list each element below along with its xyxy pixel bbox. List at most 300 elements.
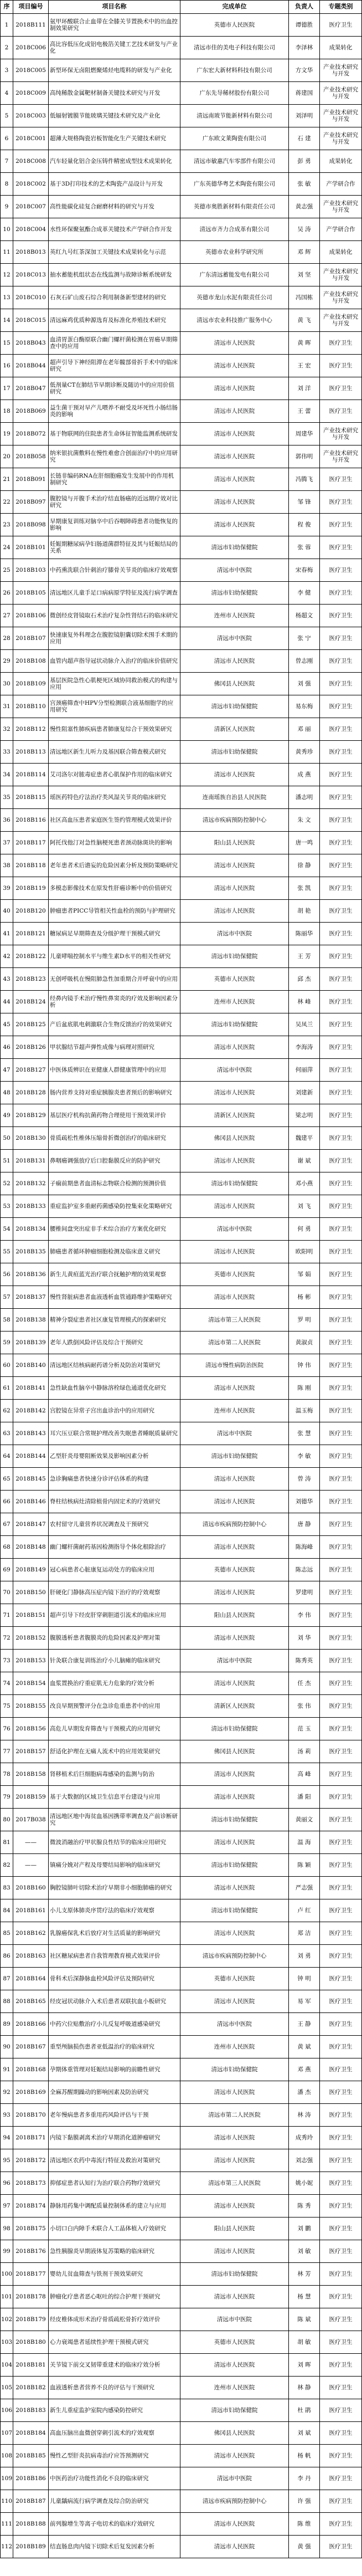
project-name: 静脉用药集中调配质量控制体系的建立与应用 [50, 2202, 166, 2209]
project-leader: 黄 飞 [297, 316, 311, 324]
completing-unit: 清远市人民医院 [214, 1793, 255, 1800]
project-category: 医疗卫生 [329, 1657, 353, 1664]
row-number-cell [0, 1104, 13, 1126]
project-code: 2018B184 [15, 2429, 46, 2436]
project-leader: 吴 涛 [297, 226, 311, 233]
project-leader: 徐 静 [297, 862, 311, 869]
project-leader-cell [289, 1195, 320, 1217]
table-row [0, 1786, 362, 1809]
completing-unit: 广东欧文莱陶瓷有限公司 [202, 135, 267, 142]
row-number: 17 [3, 385, 11, 392]
project-leader-cell [289, 809, 320, 831]
project-code: 2018B176 [15, 2247, 46, 2255]
completing-unit-cell [180, 37, 289, 59]
project-category: 产业技术研究与开发 [323, 109, 358, 122]
row-number: 8 [4, 180, 9, 187]
project-category: 医疗卫生 [329, 952, 353, 960]
project-category: 医疗卫生 [329, 998, 353, 1005]
project-category-cell [320, 582, 362, 604]
project-code-cell [13, 1172, 49, 1195]
header-completing-unit-label: 完成单位 [222, 3, 247, 11]
project-code: 2018B136 [15, 1271, 46, 1278]
project-code: 2018B188 [15, 2520, 46, 2527]
row-number: 84 [3, 1907, 11, 1914]
project-code: 2018C009 [15, 89, 46, 96]
row-number-cell [0, 2013, 13, 2035]
project-name: 超声引导下神经阻滞在老年髋部骨折手术中的临床研究 [50, 359, 178, 372]
project-code: 2018B127 [15, 1066, 46, 1073]
project-leader-cell [289, 150, 320, 172]
project-name-cell [49, 809, 180, 831]
project-leader: 张 慧 [297, 1430, 311, 1437]
project-leader-cell [289, 400, 320, 422]
project-leader: 黄 斌 [297, 2043, 311, 2050]
completing-unit: 清远市人民医院 [214, 1679, 255, 1687]
project-code: 2018B183 [15, 2406, 46, 2414]
row-number: 41 [3, 930, 11, 937]
project-leader: 陈 颖 [297, 1861, 311, 1868]
project-category-cell [320, 2195, 362, 2217]
project-code-cell [13, 1968, 49, 1990]
project-category-cell [320, 241, 362, 263]
project-name-cell [49, 105, 180, 127]
table-row [0, 2308, 362, 2331]
row-number: 111 [1, 2520, 13, 2527]
completing-unit-cell [180, 1581, 289, 1604]
project-name: 益生菌干预对早产儿喂养不耐受及坏死性小肠结肠炎的影响 [50, 404, 178, 418]
project-code: 2018B161 [15, 1907, 46, 1914]
completing-unit: 清远市人民医院 [214, 1589, 255, 1596]
project-leader-cell [289, 14, 320, 36]
row-number-cell [0, 809, 13, 831]
project-leader-cell [289, 764, 320, 786]
project-category-cell [320, 1990, 362, 2012]
completing-unit-cell [180, 2013, 289, 2035]
project-name: 经皮椎体成形术治疗骨质疏松骨折疗效评价 [50, 2316, 161, 2323]
completing-unit: 佛冈县人民医院 [214, 2429, 255, 2436]
project-leader-cell [289, 2127, 320, 2149]
project-name: 农村留守儿童营养状况调查及干预研究 [50, 1520, 149, 1528]
project-category: 医疗卫生 [329, 1430, 353, 1437]
project-code: 2018B119 [15, 884, 46, 892]
row-number: 87 [3, 1975, 11, 1982]
row-number: 77 [3, 1748, 11, 1755]
row-number: 20 [3, 453, 11, 460]
table-row [0, 127, 362, 150]
row-number-cell [0, 514, 13, 536]
project-name-cell [49, 559, 180, 581]
project-code-cell [13, 2013, 49, 2035]
table-row [0, 1877, 362, 1899]
project-name-cell [49, 332, 180, 354]
project-leader-cell [289, 2536, 320, 2558]
project-name: 长链非编码RNA在肝细胞癌发生发展中的作用机制研究 [50, 472, 174, 486]
project-name: 腹膜透析患者腹膜炎的危险因素及护理对策 [50, 1634, 161, 1641]
project-category-cell [320, 1831, 362, 1853]
project-leader-cell [289, 1445, 320, 1467]
project-category-cell [320, 1899, 362, 1922]
project-category-cell [320, 650, 362, 672]
project-name: 艾司洛尔对脓毒症患者心肌保护作用的临床研究 [50, 771, 172, 778]
project-code: 2018C013 [15, 271, 46, 278]
project-category-cell [320, 877, 362, 899]
project-code-cell [13, 945, 49, 967]
project-name-cell [49, 650, 180, 672]
row-number-cell [0, 673, 13, 695]
project-category: 产业技术研究与开发 [323, 313, 358, 327]
project-name: 内镜下黏膜剥离术治疗早期消化道肿瘤研究 [50, 2134, 161, 2141]
project-name: 多模态影像技术在原发性肝癌诊断中的价值研究 [50, 884, 172, 892]
table-row [0, 786, 362, 809]
row-number-cell [0, 2195, 13, 2217]
project-code: 2018B163 [15, 1952, 46, 1959]
row-number: 110 [1, 2497, 13, 2505]
row-number-cell [0, 150, 13, 172]
row-number: 25 [3, 566, 11, 573]
project-category: 医疗卫生 [329, 634, 353, 642]
project-code: 2018B170 [15, 2111, 46, 2118]
project-leader: 李 伟 [297, 1611, 311, 1619]
project-category: 医疗卫生 [329, 2270, 353, 2277]
row-number: 2 [4, 44, 9, 51]
project-code-cell [13, 627, 49, 649]
completing-unit-cell [180, 1286, 289, 1308]
project-name-cell [49, 2377, 180, 2399]
project-code-cell [13, 559, 49, 581]
project-name: 血浆置换治疗重症肌无力危象的疗效分析 [50, 1679, 154, 1687]
project-code: 2018B158 [15, 1770, 46, 1778]
project-code: 2018B131 [15, 1157, 46, 1164]
project-name-cell [49, 1445, 180, 1467]
project-leader-cell [289, 332, 320, 354]
table-row [0, 1377, 362, 1400]
project-name: 乙型肝炎母婴阻断效果及影响因素分析 [50, 1452, 149, 1459]
project-code-cell [13, 14, 49, 36]
project-name: 英红九号红茶深加工关键技术成果转化与示范 [50, 248, 166, 255]
project-name-cell [49, 241, 180, 263]
row-number-cell [0, 2286, 13, 2308]
row-number: 45 [3, 1021, 11, 1028]
project-category: 医疗卫生 [329, 907, 353, 914]
header-completing-unit [180, 1, 289, 13]
project-leader: 刘建新 [295, 1089, 313, 1096]
table-row [0, 741, 362, 764]
project-name-cell [49, 968, 180, 990]
project-category-cell [320, 1740, 362, 1763]
project-code-cell [13, 355, 49, 377]
row-number-cell [0, 400, 13, 422]
row-number: 23 [3, 521, 11, 528]
completing-unit: 清远市疾病预防控制中心 [202, 1952, 267, 1959]
project-name: 低辐射镀膜节能玻璃关键技术研究及产业化 [50, 112, 161, 119]
completing-unit-cell [180, 82, 289, 104]
project-leader: 王 宏 [297, 362, 311, 369]
completing-unit-cell [180, 832, 289, 854]
row-number: 76 [3, 1725, 11, 1732]
project-name-cell [49, 218, 180, 240]
project-code-cell [13, 1286, 49, 1308]
project-category-cell [320, 854, 362, 877]
row-number: 108 [1, 2452, 13, 2459]
completing-unit: 清远市人民医院 [214, 385, 255, 392]
project-category-cell [320, 1331, 362, 1354]
completing-unit-cell [180, 1831, 289, 1853]
project-name-cell [49, 673, 180, 695]
row-number-cell [0, 1809, 13, 1831]
table-row [0, 1718, 362, 1740]
project-code: 2018B132 [15, 1180, 46, 1187]
project-category-cell [320, 127, 362, 150]
completing-unit-cell [180, 241, 289, 263]
project-leader: 杨 彬 [297, 1293, 311, 1300]
row-number-cell [0, 1990, 13, 2012]
row-number: 95 [3, 2157, 11, 2164]
project-leader: 周建华 [295, 430, 313, 437]
project-leader: 杨超文 [295, 612, 313, 619]
project-leader: 张 敏 [297, 180, 311, 187]
project-code: 2018B126 [15, 1043, 46, 1051]
project-category: 成果转化 [329, 248, 353, 255]
project-code: 2018B091 [15, 475, 46, 483]
row-number-cell [0, 2104, 13, 2126]
project-leader-cell [289, 1559, 320, 1581]
row-number: 89 [3, 2020, 11, 2027]
completing-unit-cell [180, 1922, 289, 1944]
project-code-cell [13, 150, 49, 172]
project-leader-cell [289, 559, 320, 581]
project-leader: 陈 斌 [297, 2316, 311, 2323]
table-row [0, 991, 362, 1013]
project-category-cell [320, 1559, 362, 1581]
row-number: 51 [3, 1157, 11, 1164]
project-category: 医疗卫生 [329, 589, 353, 596]
row-number: 54 [3, 1225, 11, 1232]
table-row [0, 1309, 362, 1331]
row-number-cell [0, 2217, 13, 2240]
table-row [0, 1968, 362, 1990]
project-name-cell [49, 1604, 180, 1626]
row-number: 32 [3, 725, 11, 733]
completing-unit-cell [180, 218, 289, 240]
table-row [0, 377, 362, 400]
project-name: 小儿支原体肺炎序贯疗法的临床疗效观察 [50, 1907, 154, 1914]
project-name: 糖尿病足早期筛查及分级护理干预模式研究 [50, 930, 161, 937]
table-row [0, 1650, 362, 1672]
row-number-cell [0, 59, 13, 81]
project-leader-cell [289, 377, 320, 400]
project-category: 医疗卫生 [329, 1452, 353, 1459]
project-leader-cell [289, 1036, 320, 1058]
row-number: 83 [3, 1884, 11, 1891]
completing-unit-cell [180, 14, 289, 36]
project-name: 基层医疗机构抗菌药物合理使用干预效果评价 [50, 1112, 166, 1119]
row-number: 79 [3, 1793, 11, 1800]
row-number: 29 [3, 657, 11, 664]
project-name: 瑶医药特色疗法治疗类风湿关节炎的临床研究 [50, 793, 166, 801]
project-leader: 陈海峰 [295, 1543, 313, 1550]
project-category: 医疗卫生 [329, 2543, 353, 2550]
project-code: 2018B072 [15, 430, 46, 437]
project-category-cell [320, 173, 362, 195]
project-code-cell [13, 105, 49, 127]
table-row [0, 2172, 362, 2195]
row-number-cell [0, 1763, 13, 1785]
project-code-cell [13, 1377, 49, 1399]
project-leader-cell [289, 2513, 320, 2535]
project-code: 2018B147 [15, 1520, 46, 1528]
completing-unit: 清远市妇幼保健院 [211, 589, 258, 596]
row-number-cell [0, 1263, 13, 1286]
table-row [0, 1059, 362, 1082]
completing-unit: 连州市人民医院 [214, 998, 255, 1005]
project-category-cell [320, 2149, 362, 2172]
project-code-cell [13, 2127, 49, 2149]
row-number-cell [0, 1831, 13, 1853]
project-code: 2018B154 [15, 1679, 46, 1687]
row-number-cell [0, 2377, 13, 2399]
project-leader: 杨 帆 [297, 2452, 311, 2459]
project-code: 2018B116 [15, 816, 46, 823]
completing-unit-cell [180, 1422, 289, 1445]
row-number-cell [0, 2240, 13, 2262]
row-number-cell [0, 2308, 13, 2331]
table-row [0, 968, 362, 991]
project-code: 2018B162 [15, 1929, 46, 1937]
row-number-cell [0, 2422, 13, 2444]
project-name: 氨甲环酸联合止血带在全膝关节置换术中的出血控制效果研究 [50, 18, 178, 32]
project-name-cell [49, 445, 180, 468]
project-category-cell [320, 37, 362, 59]
project-leader: 林 芳 [297, 2270, 311, 2277]
table-row [0, 468, 362, 491]
table-row [0, 218, 362, 241]
table-row [0, 173, 362, 196]
project-leader-cell [289, 196, 320, 218]
project-name-cell [49, 582, 180, 604]
project-leader: 刘 飞 [297, 1202, 311, 1210]
project-name-cell [49, 1536, 180, 1558]
project-category-cell [320, 332, 362, 354]
project-category: 医疗卫生 [329, 407, 353, 414]
row-number: 66 [3, 1498, 11, 1505]
completing-unit: 清远市慢性病防治医院 [205, 1361, 263, 1369]
project-category-cell [320, 1695, 362, 1717]
project-leader: 冯国栋 [295, 294, 313, 301]
project-name-cell [49, 82, 180, 104]
project-category-cell [320, 923, 362, 945]
project-code: 2018B107 [15, 634, 46, 642]
project-name: 结直肠息肉内镜下切除术后复发因素分析 [50, 2543, 154, 2550]
project-leader: 黄 晖 [297, 339, 311, 346]
row-number: 88 [3, 1998, 11, 2005]
completing-unit-cell [180, 1354, 289, 1376]
project-name-cell [49, 991, 180, 1013]
project-leader: 曾志刚 [295, 657, 313, 664]
project-leader: 邹 娟 [297, 1271, 311, 1278]
project-category-cell [320, 1854, 362, 1876]
project-leader-cell [289, 2149, 320, 2172]
completing-unit: 阳山县人民医院 [214, 2225, 255, 2232]
completing-unit: 清远市人民医院 [214, 884, 255, 892]
project-category: 医疗卫生 [329, 1134, 353, 1141]
row-number-cell [0, 264, 13, 286]
row-number-cell [0, 764, 13, 786]
completing-unit: 清远市佳的美电子科技有限公司 [194, 44, 275, 51]
project-code-cell [13, 2354, 49, 2376]
project-name: 肠内营养支持对重症胰腺炎患者预后的影响研究 [50, 1089, 172, 1096]
completing-unit: 清远市疾病预防控制中心 [202, 1520, 267, 1528]
project-leader: 唐一鸣 [295, 839, 313, 846]
project-name: 高纯稀散金属靶材制备关键技术研究与开发 [50, 89, 161, 96]
row-number: 35 [3, 793, 11, 801]
row-number-cell [0, 423, 13, 445]
completing-unit-cell [180, 673, 289, 695]
project-category-cell [320, 809, 362, 831]
project-category-cell [320, 1581, 362, 1604]
project-name: 快速康复外科理念在腹腔镜胆囊切除术围手术期的应用 [50, 631, 178, 645]
project-category: 医疗卫生 [329, 2293, 353, 2300]
project-name-cell [49, 718, 180, 740]
completing-unit: 清新区人民医院 [214, 725, 255, 733]
completing-unit-cell [180, 1695, 289, 1717]
project-leader-cell [289, 945, 320, 967]
project-leader-cell [289, 900, 320, 922]
project-code: 2018B153 [15, 1657, 46, 1664]
row-number-cell [0, 605, 13, 627]
project-name: 低剂量CT在肺结节早期诊断及随访中的应用价值研究 [50, 381, 175, 395]
row-number: 16 [3, 362, 11, 369]
completing-unit: 清远市疾病预防控制中心 [202, 2497, 267, 2505]
completing-unit: 连州市人民医院 [214, 1407, 255, 1414]
project-name-cell [49, 1195, 180, 1217]
row-number-cell [0, 332, 13, 354]
row-number-cell [0, 1127, 13, 1149]
project-name-cell [49, 1831, 180, 1853]
project-code: 2018C001 [15, 135, 46, 142]
row-number: 104 [1, 2361, 13, 2368]
completing-unit-cell [180, 627, 289, 649]
project-leader-cell [289, 673, 320, 695]
project-name-cell [49, 173, 180, 195]
row-number-cell [0, 2127, 13, 2149]
row-number: 72 [3, 1634, 11, 1641]
row-number: 18 [3, 407, 11, 414]
project-category: 医疗卫生 [329, 703, 353, 710]
completing-unit-cell [180, 2536, 289, 2558]
project-name: 血清胃蛋白酶原联合幽门螺杆菌检测在胃癌早期筛查中的应用 [50, 336, 178, 350]
completing-unit-cell [180, 1718, 289, 1740]
project-name-cell [49, 2127, 180, 2149]
project-category-cell [320, 1877, 362, 1899]
project-name: 急诊胸痛患者快速分诊评估体系的构建 [50, 1475, 149, 1482]
completing-unit: 连州市人民医院 [214, 2384, 255, 2391]
project-code-cell [13, 1468, 49, 1490]
project-code: 2018B137 [15, 1293, 46, 1300]
row-number: 93 [3, 2111, 11, 2118]
table-row [0, 2467, 362, 2490]
completing-unit-cell [180, 1854, 289, 1876]
row-number: 59 [3, 1339, 11, 1346]
row-number-cell [0, 377, 13, 400]
table-row [0, 309, 362, 332]
table-row [0, 82, 362, 105]
project-leader: 谭德胜 [295, 21, 313, 28]
completing-unit: 清远市人民医院 [214, 430, 255, 437]
project-name-cell [49, 264, 180, 286]
completing-unit: 清远市妇幼保健院 [211, 1907, 258, 1914]
project-leader: 黄丽文 [295, 1816, 313, 1823]
project-category-cell [320, 1354, 362, 1376]
